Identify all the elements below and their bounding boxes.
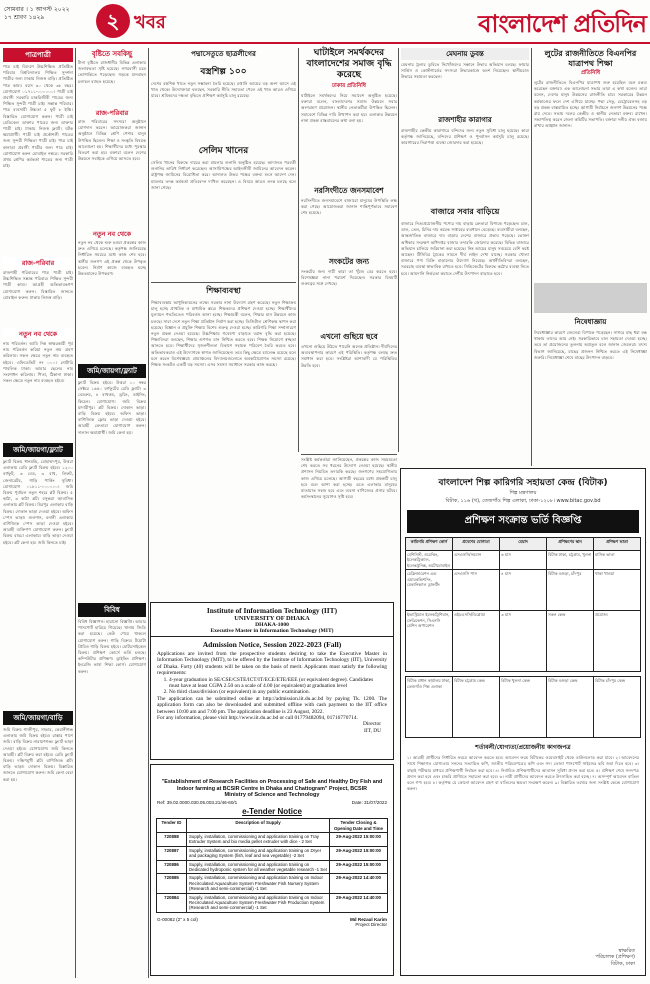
newspaper-logo: বাংলাদেশ প্রতিদিন [478,9,646,38]
tender-ref-row [151,798,393,807]
article-a5 [151,282,296,598]
iit-para-1: Applications are invited from the prospective students desiring to take the Executive Master in Information Technology (MIT), to be offered by the Institute of Information Technology (IIT), University of Dhaka. Forty (40) students will be taken on the basis of merit. Applicants must satisfy the following requirements: [157,651,387,677]
tender-cell-id: 720888 [157,833,187,847]
tender-cell-desc: Supply, installation, commissioning and application training on Dryer and packaging System (fish, leaf and sea vegetable) -2 Set [187,846,330,860]
tender-heading: e-Tender Notice [242,807,302,817]
grid-cell: বিটাক বগুড়া কেন্দ্র [547,677,594,737]
bitac-address: বিটাক, ১১৬ (খ), তেজগাঁও শিল্প এলাকা, ঢাকা-১২০৮। www.bitac.gov.bd [445,498,601,504]
column-rule-5 [531,48,532,466]
tender-row [157,860,388,874]
headline-a13: রাজশাহীর কারাগার [438,115,492,124]
tender-signer-block [350,917,387,927]
tender-cell-desc: Supply, installation, commissioning and application training on Tray Extruder System and bio media pellet extruder with dice - 2 Set [187,833,330,847]
classified-heading-2: রাজ-পরিবার [3,257,73,270]
bitac-signature: স্বাক্ষরিত পরিচালক (প্রশিক্ষণ) বিটাক, ঢাকা [595,947,635,967]
headline-a11: লুটের রাজনীতিতে বিএনপির যাত্রাপথ শিক্ষা [544,48,637,68]
grid-cell: বিটাক চট্টগ্রাম কেন্দ্র [453,677,500,737]
grid-cell: বিটাক প্রধান কার্যালয় ঢাকা, তেজগাঁও শিল্প এলাকা [406,677,453,737]
grid-row [406,611,640,671]
page-number: ২ [96,4,130,38]
tender-table-body [157,833,388,913]
article-a12 [401,48,529,452]
bitac-ministry: শিল্প মন্ত্রণালয় [509,490,537,496]
tender-row [157,833,388,847]
classifieds-column [3,48,73,978]
e-tender-notice [150,764,394,976]
classified-text-4: ফ্ল্যাট বিক্রয় ধানমন্ডি, মোহাম্মদপুর, উত্তরা এলাকায় রেডি ফ্ল্যাট বিক্রয় হইবে। ১২০০ বর্গফুট, ৩ বেড, ৩ বাথ, লিফট, জেনারেটর, গাড়ি পার্কিং সুবিধা। যোগাযোগ ০১৮১১-০০০০০০। জমি বিক্রয় পূর্বাচল নতুন শহরে প্লট বিক্রয়। ৫ কাঠা, ৩ কাঠা প্লট। বসুন্ধরা আবাসিক এলাকায় প্লট বিক্রয়। মিরপুর এলাকায় বাড়ি বিক্রয়। দোকান ভাড়া দেওয়া হইবে। অফিস স্পেস ভাড়া। গুলশান, বনানী এলাকায় বাণিজ্যিক স্পেস ভাড়া দেওয়া হইবে। আগ্রহী ব্যক্তিগণ যোগাযোগ করুন। ফ্ল্যাট বিক্রয় বাড্ডা এলাকায়। বাড়ি ভাড়া দেওয়া হইবে। প্লট কেনা হয়। জমি কিনতে চাই। [3,459,73,545]
article-a8-cont [301,454,397,598]
grid-row [406,677,640,737]
article-continued: সংশ্লিষ্ট কর্মকর্তারা জানিয়েছেন, প্রকল্পের কাজ সময়মতো শেষ করতে সব ধরনের উদ্যোগ নেওয়া হয়েছে। স্থানীয় প্রশাসন নিয়মিত তদারকি করছে। জনগণের সহযোগিতায় কাজ এগিয়ে চলেছে। আগামী বছরের মধ্যে প্রকল্পটি চালু হবে বলে আশা করা হচ্ছে। এতে এলাকার মানুষের যাতায়াত সহজ হবে এবং ব্যবসা বাণিজ্যের প্রসার ঘটবে। কর্মসংস্থানের সুযোগও সৃষ্টি হবে। [301,454,397,598]
date-block [4,6,70,22]
article-photo [534,283,647,313]
grid-cell: ইন্ডাস্ট্রিয়াল ইলেকট্রিশিয়ান, ফেব্রিকেশন, সিএনসি মেশিন অপারেশন [406,611,453,671]
article-a11-body: লুটের রাজনীতিতে বিএনপির যাত্রাপথ শুরু হয়েছিল বলে মন্তব্য করেছেন বক্তারা। এক আলোচনা সভায় তারা এ কথা বলেন। তারা বলেন, দেশের মানুষ উন্নয়নের রাজনীতি চায়। সরকারের উন্নয়ন কর্মকাণ্ডের ফলে দেশ এগিয়ে যাচ্ছে। পদ্মা সেতু, মেট্রোরেলসহ বড় বড় প্রকল্প বাস্তবায়িত হচ্ছে। আগামী নির্বাচনে জনগণ উন্নয়নের পক্ষে রায় দেবে। সভায় দলের কেন্দ্রীয় ও স্থানীয় নেতারা বক্তব্য রাখেন। সভাপতিত্ব করেন জেলা কমিটির সভাপতি। বক্তারা দলীয় ঐক্য বজায় রাখার আহ্বান জানান। [534,80,647,129]
tender-cell-desc: Supply, installation, commissioning and application training on Indoor Recirculated Aquaculture System Freshwater Fish Nursery System (Research and semi-commercial) -1 Set [187,874,330,893]
tender-table [156,818,388,913]
tender-cell-date: 29-Aug-2022 14:40:00 [330,893,388,912]
grid-row [406,570,640,611]
classified-heading: পাত্রপাত্রী [3,48,73,62]
classified-heading-4b: জমি/জায়গা/ফ্ল্যাট [78,364,146,378]
bitac-course-grid-2 [405,676,641,738]
iit-institute: Institute of Information Technology (IIT) [206,606,338,615]
tender-signer: Md Rezaul Karim [349,916,387,922]
iit-requirements [151,677,393,696]
tender-ad-code: G-00082 (2" x 5 col) [157,916,198,922]
bitac-course-grid [405,537,641,672]
col-closing-date: Tender Closing & Opening Date and Time [330,819,388,833]
tender-cell-date: 29-Aug-2022 15:00:00 [330,860,388,874]
iit-notice-title: Admission Notice, Session 2022-2023 (Fall) [202,640,342,649]
tender-cell-id: 720885 [157,874,187,893]
headline-a9: এখনো গুছিয়ে ছবে [320,332,378,341]
classifieds-column-2 [78,48,146,978]
grid-cell: ৬ মাস [500,551,547,569]
article-a10-body: নিষেধাজ্ঞার কারণে জেলেরা বিপাকে পড়েছেন। সাগরে মাছ ধরা বন্ধ থাকায় তাদের আয় নেই। সরকারিভাবে চাল সহায়তা দেওয়া হচ্ছে। তবে তা প্রয়োজনের তুলনায় অপ্রতুল বলে জানান জেলেরা। মৎস্য বিভাগ জানিয়েছে, মাছের প্রজনন নিশ্চিত করতে এই নিষেধাজ্ঞা জরুরি। নিষেধাজ্ঞা শেষে মাছের উৎপাদন বাড়বে। [534,330,647,360]
bitac-notes: ১। আগ্রহী প্রার্থীদের নির্ধারিত ফরমে আবেদন করতে হবে। আবেদন ফরম বিটাকের ওয়েবসাইট থেকে ডাউনলোড করা যাবে। ২। আবেদনের সাথে শিক্ষাগত যোগ্যতার সনদের সত্যায়িত কপি, জাতীয় পরিচয়পত্রের কপি এবং সদ্য তোলা পাসপোর্ট সাইজের ছবি জমা দিতে হবে। ৩। বাছাই পরীক্ষার মাধ্যমে প্রশিক্ষণার্থী নির্বাচন করা হবে। ৪। নির্বাচিত প্রশিক্ষণার্থীদের আবাসন সুবিধা প্রদান করা হবে। ৫। প্রশিক্ষণ শেষে সনদপত্র প্রদান করা হবে এবং চাকরি প্রাপ্তিতে সহায়তা করা হবে। ৬। নারী প্রার্থীদের আবেদন করতে উৎসাহিত করা হচ্ছে। ৭। অসম্পূর্ণ আবেদন বাতিল বলে গণ্য হবে। ৮। কর্তৃপক্ষ যে কোনো আবেদন গ্রহণ বা বাতিলের ক্ষমতা সংরক্ষণ করেন। ৯। বিস্তারিত তথ্যের জন্য সংশ্লিষ্ট কেন্দ্রে যোগাযোগ করুন। [407,755,639,792]
bitac-banner: প্রশিক্ষণ সংক্রান্ত ভর্তি বিজ্ঞপ্তি [407,510,639,533]
headline-a3: বস্ত্রশিল্প ১০০ [200,67,247,77]
article-a6 [301,48,397,452]
article-a6-body: ঘাটাইলে সমর্থকদের নিয়ে সমাবেশ অনুষ্ঠিত হয়েছে। বক্তারা বলেন, বাংলাদেশের সমাজ উন্নয়নে সবার অংশগ্রহণ প্রয়োজন। স্থানীয় নেতাকর্মীরা উপস্থিত ছিলেন। সমাবেশে বিভিন্ন দাবি উত্থাপন করা হয়। এলাকার উন্নয়নে নানা প্রকল্প বাস্তবায়নের কথা বলা হয়। [301,93,397,123]
grid-row [406,551,640,570]
iit-req-2: 2. No third class/division (or equivalent) in any public examination. [169,689,385,695]
headline-a14: বাজারে সবার বাড়িয়ে [430,206,500,216]
headline-a7: নরসিংদীতে জনসমাবেশ [314,186,384,195]
classified-text-6: জমি বিক্রয় গাজীপুর, সাভার, কেরানীগঞ্জ এলাকায় জমি বিক্রয় হইবে। রাস্তার পাশে জমি। বাড়ি বিক্রয় নারায়ণগঞ্জ। ফ্ল্যাট ভাড়া দেওয়া হইবে। যোগাযোগ। জমি কিনতে আগ্রহী। প্লট বিক্রয় করা হইবে। রেডি ফ্ল্যাট বিক্রয়। দক্ষিণমুখী প্লট। বাণিজ্যিক প্লট। বাড়ি ভাড়া। দোকান বিক্রয়। বিস্তারিত জানতে যোগাযোগ করুন। জমি কেনা বেচা করা হয়। [3,727,73,782]
tender-cell-desc: Supply, installation, commissioning and application training on Indoor Recirculated Aquaculture System Freshwater Fish Production System (Research and semi-commercial) -1 Set [187,893,330,912]
grid-cell: এইচএসসি/ডিপ্লোমা [453,611,500,671]
iit-signature-org: IIT, DU [364,727,381,734]
grid-cell: এসএসসি পাস [453,570,500,610]
article-a8-body: সংকটের জন্য দায়ী কারা তা খুঁজে বের করতে হবে। বিশেষজ্ঞরা নানা পরামর্শ দিয়েছেন। সরকার বিষয়টি গুরুত্বের সঙ্গে দেখছে। [301,269,397,287]
tender-table-header [157,819,388,833]
tender-date: Date: 31/07/2022 [351,800,387,806]
headline-a12: মেঘনায় ডুবন্ত [401,48,529,60]
classified-heading-6: জমি/জায়গা/বাড়ি [3,711,73,725]
grid-cell: থাকা খাওয়া [595,571,615,577]
bitac-notes-title: শর্তাবলী/যোগ্যতা/প্রয়োজনীয় কাগজপত্র [475,744,571,752]
section-title: খবর [134,12,166,33]
grid-cell: বিটাক চাঁদপুর কেন্দ্র [595,678,626,684]
iit-program: Executive Master in Information Technology (MIT) [210,628,334,634]
classified-heading-3: নতুন নব থেকে [3,328,73,341]
article-a5-body: শিক্ষাব্যবস্থায় আধুনিকায়নের লক্ষ্যে সরকার নানা উদ্যোগ গ্রহণ করেছে। নতুন শিক্ষাক্রম চালু হচ্ছে প্রাথমিক ও মাধ্যমিক স্তরে। শিক্ষকদের প্রশিক্ষণ দেওয়া হচ্ছে। শিক্ষার্থীদের মূল্যায়ন পদ্ধতিতেও পরিবর্তন আনা হচ্ছে। শিক্ষামন্ত্রী বলেন, শিক্ষার মান উন্নয়নে কাজ চলছে। সারা দেশে নতুন শিক্ষা প্রতিষ্ঠান নির্মাণ করা হচ্ছে। ডিজিটাল শ্রেণিকক্ষ স্থাপন করা হয়েছে। বিজ্ঞান ও প্রযুক্তি শিক্ষায় বিশেষ গুরুত্ব দেওয়া হচ্ছে। কারিগরি শিক্ষা সম্প্রসারণে নতুন প্রকল্প নেওয়া হয়েছে। উচ্চশিক্ষায় গবেষণা বাড়াতে বরাদ্দ বৃদ্ধি করা হয়েছে। শিক্ষাবিদরা বলছেন, শিক্ষার গুণগত মান নিশ্চিত করতে হবে। শিক্ষক নিয়োগে স্বচ্ছতা আনতে হবে। শিক্ষার্থীদের সৃজনশীলতা বিকাশে সহায়ক পরিবেশ তৈরি করতে হবে। অভিভাবকরাও এই উদ্যোগকে স্বাগত জানিয়েছেন। তবে কিছু ক্ষেত্রে চ্যালেঞ্জ রয়েছে বলে মনে করেন বিশেষজ্ঞরা। গ্রামাঞ্চলের বিদ্যালয়গুলোতে অবকাঠামোগত সমস্যা রয়েছে। শিক্ষক সংকটও একটি বড় সমস্যা। এসব সমস্যা সমাধানে সরকার কাজ করছে। [151,300,296,368]
tender-footer [151,915,393,929]
article-a4-body: সেলিম খানের বিরুদ্ধে দায়ের করা মামলার শুনানি অনুষ্ঠিত হয়েছে। আদালত পরবর্তী শুনানির তারিখ নির্ধারণ করেছেন। আসামিপক্ষের আইনজীবী জামিনের আবেদন করেন। রাষ্ট্রপক্ষ জামিনের বিরোধিতা করে। আদালত উভয় পক্ষের বক্তব্য শুনে আদেশ দেন। মামলার তদন্ত কর্মকর্তা প্রতিবেদন দাখিল করেছেন। এ বিষয়ে আরও তদন্ত চলছে বলে জানা গেছে। [151,160,296,190]
grid-head-5: প্রশিক্ষণ ভাতা [594,538,640,550]
tender-cell-desc: Supply, installation, commissioning and application training on Dedicated hydroponic system for all weather vegetable research -1 Set [187,860,330,874]
iit-para-2: The application can be submitted online at http://admission.iit.du.ac.bd by paying Tk. 1200. The application form can also be downloaded and submitted offline with cash payment to the IIT office between 10:00 am and 7:00 pm. The application deadline is 23 August, 2022. [157,695,387,715]
classified-heading-4: জমি/জায়গা/ফ্ল্যাট [3,443,73,457]
grid-head-1: কারিগরি প্রশিক্ষণ কোর্স [406,538,453,550]
classified-text-2: রাজশাহী পরিবারের পাত্র পাত্রী চাই। উচ্চশিক্ষিত সম্ভ্রান্ত পরিবার। শিক্ষিত সুন্দরী পাত্রী কাম্য। আগ্রহী অভিভাবকগণ যোগাযোগ করুন। বিস্তারিত জানতে মোবাইল করুন। ঢাকায় নিজস্ব বাড়ি। [3,270,73,300]
grid-header-row [406,538,640,551]
column-rule-3 [298,48,299,452]
column-rule [75,48,76,978]
tender-row [157,874,388,893]
article-a2-text: রাজ পরিবারের সদস্যরা অনুষ্ঠানে যোগদান করেন। আয়োজকরা জানান অনুষ্ঠানে বিভিন্ন শ্রেণি পেশার মানুষ উপস্থিত ছিলেন। শিক্ষা ও সংস্কৃতি বিষয়ক আলোচনা হয়। শিক্ষার্থীদের মধ্যে পুরস্কার বিতরণ করা হয়। বক্তারা বলেন দেশের উন্নয়নে সবাইকে এগিয়ে আসতে হবে। [78,119,146,162]
headline-a6: ঘাটাইলে সমর্থকদের বাংলাদেশের সমাজ বৃদ্ধি করেছে [306,48,392,80]
classified-text-5: বিবিধ বিজ্ঞাপন। হারানো বিজ্ঞপ্তি। আমার পাসপোর্ট হারিয়ে গিয়েছে। থানায় জিডি করা হয়েছে। কেউ পেয়ে থাকলে যোগাযোগ করুন। গাড়ি বিক্রয়। টয়োটা প্রিমিও গাড়ি বিক্রয় হইবে। মোটরসাইকেল বিক্রয়। প্রশিক্ষণ কোর্সে ভর্তি চলছে। কম্পিউটার প্রশিক্ষণ। ড্রাইভিং প্রশিক্ষণ। ইংরেজি ভাষা শিক্ষা কোর্স। যোগাযোগ করুন। [78,619,146,674]
grid-cell: রেফ্রিজারেশন এন্ড এয়ারকন্ডিশনিং, মেকানিক্যাল ড্রাফটিং [406,570,453,610]
tender-cell-date: 29-Aug-2022 15:00:00 [330,846,388,860]
classified-heading-3b: নতুন নব থেকে [92,230,131,238]
headline-a5: শিক্ষাব্যবস্থা [151,282,296,298]
grid-cell: প্রযোজ্য [595,612,608,618]
iit-university: UNIVERSITY OF DHAKA [234,615,310,622]
headline-a4: সেলিম খানের [198,146,249,156]
byline-a11: প্রতিনিধি [581,70,600,76]
iit-admission-ad [150,602,394,760]
grid-head-2: প্রবেশের যোগ্যতা [453,538,500,550]
tender-ref: Ref: 39.02.0000.030.05.003.21/46-60/1 [157,800,238,806]
grid-head-3: মেয়াদ [500,538,547,550]
grid-cell: বিটাক খুলনা কেন্দ্র [500,677,547,737]
tender-cell-date: 29-Aug-2022 14:40:00 [330,874,388,893]
grid-cell: সকল কেন্দ্র [547,611,594,671]
article-a3 [151,48,296,278]
page-header [0,0,650,44]
grid-cell: ৩ মাস [500,611,547,671]
classified-heading-5: বিবিধ [78,603,146,617]
article-a13-body: রাজশাহীর কেন্দ্রীয় কারাগারে বন্দিদের জন্য নতুন সুবিধা চালু হয়েছে। কারা কর্তৃপক্ষ জানিয়েছে, বন্দিদের প্রশিক্ষণ ও পুনর্বাসন কর্মসূচি চালু রয়েছে। কারাগারের নিরাপত্তা ব্যবস্থা জোরদার করা হয়েছে। [401,128,529,146]
iit-city: DHAKA-1000 [255,622,289,628]
tender-ministry: Ministry of Science and Technology [224,792,320,799]
article-a12-body: মেঘনায় ট্রলার ডুবিতে নিখোঁজদের সন্ধানে উদ্ধার অভিযান চলছে। ফায়ার সার্ভিস ও কোস্টগার্ডের সদস্যরা উদ্ধারকাজে অংশ নিয়েছেন। স্থানীয়রাও উদ্ধারে সহায়তা করছেন। [401,62,529,80]
date-gregorian: সোমবার । ১ আগস্ট ২০২২ [4,6,70,13]
date-bengali: ১৭ শ্রাবণ ১৪২৯ [4,14,45,21]
grid-cell: ৪ মাস [500,570,547,610]
grid-cell: এসএসসি/সমমান [453,551,500,569]
article-a7-body: নরসিংদীতে জনসমাবেশে হাজারো মানুষের উপস্থিতি লক্ষ করা গেছে। আয়োজকরা জানান শান্তিপূর্ণভাবে সমাবেশ শেষ হয়েছে। [301,198,397,216]
bitac-title: বাংলাদেশ শিল্প কারিগরি সহায়তা কেন্দ্র (বিটাক) [438,478,608,488]
article-a3-text: নতুন নব থেকে শুরু হওয়া প্রকল্পের কাজ দ্রুত এগিয়ে চলেছে। কর্তৃপক্ষ জানিয়েছে নির্ধারিত সময়ের মধ্যে কাজ শেষ হবে। স্থানীয় জনগণ এই প্রকল্প থেকে উপকৃত হবেন। নির্মাণ কাজে ব্যবহৃত হচ্ছে উন্নতমানের উপকরণ। [78,240,146,277]
classified-heading-2b: রাজ-পরিবার [95,109,129,117]
column-rule-4 [398,48,399,452]
bitac-training-ad [400,468,646,976]
headline-a10: নিষেধাজ্ঞায় [574,317,607,326]
grid-cell: বিটাক বগুড়া, চাঁদপুর [547,570,594,610]
tender-cell-id: 720886 [157,860,187,874]
tender-signer-title: Project Director [355,921,387,927]
tender-project-title: "Establishment of Research Facilities on Processing of Safe and Healthy Dry Fish and Indoor farming at BCSIR Centre in Dhaka and Chattogram" Project, BCSIR [161,779,383,792]
column-rule-2 [148,48,149,978]
classified-text-1: পাত্র চাই বিদেশে উচ্চশিক্ষিত প্রতিষ্ঠিত পরিবার বিশ্ববিদ্যালয় শিক্ষিত সুদর্শনা পাত্রীর জন্য ঢাকায় নিজস্ব বাড়ি। প্রতিষ্ঠিত পাত্র কাম্য। বয়স ৩০ থেকে ৩৮ বছর। যোগাযোগ ০১৭১১-০০০০০০। পাত্রী চাই প্রবাসী সরকারি চাকরিজীবী পাত্রের জন্য শিক্ষিত সুন্দরী পাত্রী চাই। সম্ভ্রান্ত পরিবার। পাত্র ব্যবসায়ী উচ্চতা ৫ ফুট ৮ ইঞ্চি। বিস্তারিত যোগাযোগ করুন। পাত্রী চাই মেডিকেল ডাক্তার পাত্রের জন্য ডাক্তার পাত্রী চাই। ঢাকায় নিজস্ব ফ্ল্যাট। ঘটক ক্ষমাপ্রার্থী। পাত্রী চাই প্রকৌশলী পাত্রের জন্য সুন্দরী শিক্ষিতা পাত্রী চাই। পাত্র চাই কানাডা প্রবাসী পাত্রীর জন্য পাত্র চাই। যোগাযোগ করুন মোবাইল নম্বরে। সরকারি প্রথম শ্রেণির কর্মকর্তা পাত্রের জন্য পাত্রী চাই। [3,64,73,169]
tender-row [157,893,388,912]
iit-signature-title: Director [363,721,381,728]
article-a14-body: বাজারে নিত্যপ্রয়োজনীয় পণ্যের দাম বাড়ায় ক্রেতারা বিপাকে পড়েছেন। চাল, ডাল, তেল, চিনির দাম কয়েক সপ্তাহের ব্যবধানে বেড়েছে। ব্যবসায়ীরা বলছেন, আন্তর্জাতিক বাজারে দাম বাড়ায় দেশের বাজারে প্রভাব পড়েছে। ভোক্তা অধিকার সংরক্ষণ অধিদপ্তর বাজার তদারকি জোরদার করেছে। বিভিন্ন বাজারে অভিযান চালিয়ে জরিমানা করা হয়েছে। নিম্ন আয়ের মানুষ সবচেয়ে বেশি কষ্টে আছেন। টিসিবির ট্রাকের সামনে দীর্ঘ লাইন দেখা যাচ্ছে। সরকার খোলা বাজারে পণ্য বিক্রি বাড়ানোর উদ্যোগ নিয়েছে। অর্থনীতিবিদরা বলছেন, সরবরাহ ব্যবস্থা স্বাভাবিক রাখতে হবে। সিন্ডিকেটের বিরুদ্ধে কঠোর ব্যবস্থা নিতে হবে। আমদানি নির্ভরতা কমাতে দেশীয় উৎপাদন বাড়াতে হবে। [401,221,529,276]
col-description: Description of Supply [187,819,330,833]
col-tender-id: Tender ID [157,819,187,833]
article-a11 [534,48,647,466]
tender-cell-date: 29-Aug-2022 15:00:00 [330,833,388,847]
classified-text-3: নাম পরিবর্তন। আমি নিম্ন স্বাক্ষরকারী পূর্ব নাম পরিবর্তন করিয়া নতুন নাম গ্রহণ করিলাম। সকল ক্ষেত্রে নতুন নাম ব্যবহৃত হইবে। এফিডেভিট নং ০০০। নোটারি পাবলিক ঢাকা। আমার ছেলের নাম সংশোধন করিলাম। পিতা, ঠিকানা ঢাকা। সকল ক্ষেত্রে নতুন নাম ব্যবহৃত হইবে। [3,341,73,384]
headline-a1: বৃষ্টিতে সবকিছু [91,49,133,58]
iit-req-1: 1. 4-year graduation in SE/CSE/CSTE/ICT/IT/ECE/ETE/EEE (or equivalent degree). Candidates must have at least CGPA 2.50 on a scale of 4.00 (or equivalent) at graduation level [169,677,385,690]
grid-cell: মেশিনিস্ট, ওয়েল্ডিং, ইলেকট্রিক্যাল, ইলেকট্রনিক্স, অটোমোবাইল [406,551,453,569]
article-a1-text: টানা বৃষ্টিতে রাজধানীর বিভিন্ন এলাকায় জলাবদ্ধতা সৃষ্টি হয়েছে। নগরবাসী চরম ভোগান্তিতে পড়েছেন। সড়কে যানবাহন চলাচল ব্যাহত হয়েছে। [78,60,146,84]
classified-text-4b: ফ্ল্যাট বিক্রয় হইবে। উত্তরা ১০ নম্বর সেক্টরে ১৬৫০ বর্গফুটের রেডি ফ্ল্যাট। ৩ বেডরুম, ৪ বাথরুম, ড্রয়িং, ডাইনিং, কিচেন। যোগাযোগ। জমি বিক্রয় মাদারীপুর। প্লট বিক্রয়। দোকান ভাড়া। বাড়ি বিক্রয় হইবে। অফিস ভাড়া। বাণিজ্যিক ফ্লোর ভাড়া দেওয়া হইবে। আগ্রহী ক্রেতারা যোগাযোগ করুন। দালাল ক্ষমাপ্রার্থী। জমি কেনা হয়। [78,380,146,435]
grid-cell: বিটাক ঢাকা, চট্টগ্রাম, খুলনা [547,551,594,569]
grid-cell: মাসিক ভাতা [595,552,615,557]
article-a9-body: এখনো গুছিয়ে উঠতে পারেনি অনেক প্রতিষ্ঠান। দীর্ঘদিনের অব্যবস্থাপনার কারণে এই পরিস্থিতি। কর্তৃপক্ষ বলছে দ্রুত সমাধান করা হবে। সংশ্লিষ্টরা আশাবাদী যে পরিস্থিতির উন্নতি হবে। [301,344,397,368]
iit-para-3: For any information, please visit http://www.iit.du.ac.bd or call 01779482094, 01716770714. [157,715,358,722]
article-a3-body: দেশের বস্ত্রশিল্প খাতে নতুন সম্ভাবনা তৈরি হয়েছে। রপ্তানি আয়ের বড় অংশ আসে এই খাত থেকে। উদ্যোক্তারা বলছেন, সরকারি নীতি সহায়তা পেলে এই খাত আরও এগিয়ে যাবে। শ্রমিকদের দক্ষতা বৃদ্ধিতে প্রশিক্ষণ কর্মসূচি চালু রয়েছে। [151,81,296,99]
iit-divider [151,636,393,637]
grid-head-4: প্রশিক্ষণের স্থান [547,538,594,550]
headline-a2: পদ্মাসেতুতে ছাত্রলীগের [191,49,256,58]
headline-a8: সংকটের জন্য [328,257,370,266]
tender-cell-id: 720884 [157,893,187,912]
tender-cell-id: 720887 [157,846,187,860]
byline-a6: ঢাকার প্রতিনিধি [332,83,366,89]
tender-row [157,846,388,860]
